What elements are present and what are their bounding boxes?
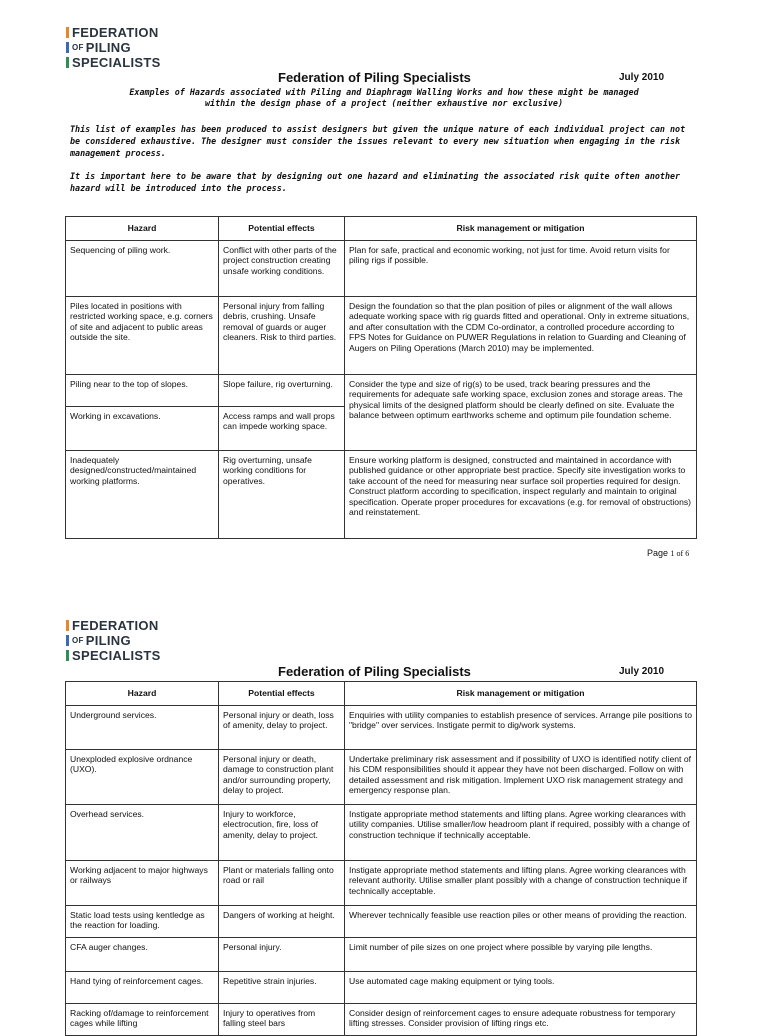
logo-bar-green	[66, 650, 69, 661]
effects-cell: Injury to operatives from falling steel bars	[219, 1003, 345, 1035]
column-header-mitigation: Risk management or mitigation	[345, 217, 697, 241]
document-date: July 2010	[619, 666, 665, 677]
hazard-cell: Overhead services.	[66, 804, 219, 860]
effects-cell: Personal injury.	[219, 937, 345, 971]
column-header-hazard: Hazard	[66, 217, 219, 241]
logo-line-federation: FEDERATION	[72, 618, 159, 633]
effects-cell: Personal injury or death, damage to construction plant and/or surrounding property, delay to project.	[219, 749, 345, 804]
column-header-hazard: Hazard	[66, 682, 219, 706]
effects-cell: Personal injury or death, loss of amenity, delay to project.	[219, 705, 345, 749]
table-row	[66, 905, 697, 937]
warning-paragraph: It is important here to be aware that by designing out one hazard and eliminating the associated risk quite often another hazard will be introduced into the process.	[70, 171, 681, 193]
logo-bar-blue	[66, 42, 69, 53]
mitigation-cell: Consider the type and size of rig(s) to be used, track bearing pressures and the requirements for adequate safe working space, exclusion zones and storage areas. The physical limits of the designed platform should be clearly defined on site. Evaluate the balance between optimum earthworks scheme and optimum pile foundation scheme.	[345, 374, 697, 450]
page-number-value: 1 of 6	[670, 549, 690, 558]
document-subtitle	[70, 87, 698, 109]
hazard-cell: Hand tying of reinforcement cages.	[66, 971, 219, 1003]
hazard-cell: Piles located in positions with restricted working space, e.g. corners of site and adjacent to public areas outside the site.	[66, 296, 219, 374]
page-title: Federation of Piling Specialists	[278, 70, 471, 85]
mitigation-cell: Design the foundation so that the plan position of piles or alignment of the wall allows adequate working space with rig guards fitted and operational. Only in extreme situations, and after consultation with the CDM Co-ordinator, a controlled procedure according to FPS Notes for Guidance on PUWER Regulations in relation to Guarding and Cleaning of Augers on Piling Operations (March 2010) may be implemented.	[345, 296, 697, 374]
logo-bar-green	[66, 57, 69, 68]
logo-bar-blue	[66, 635, 69, 646]
effects-cell: Rig overturning, unsafe working conditions for operatives.	[219, 450, 345, 538]
logo-bar-orange	[66, 620, 69, 631]
logo-line-of: OF	[72, 636, 84, 645]
table-header-row	[66, 217, 697, 241]
column-header-effects: Potential effects	[219, 217, 345, 241]
subtitle-line-2: within the design phase of a project (neither exhaustive nor exclusive)	[205, 98, 563, 108]
hazard-cell: Underground services.	[66, 705, 219, 749]
mitigation-cell: Instigate appropriate method statements and lifting plans. Agree working clearances with utility companies. Utilise smaller/low headroom plant if required, possibly with a change of construction technique if technically acceptable.	[345, 804, 697, 860]
mitigation-cell: Ensure working platform is designed, constructed and maintained in accordance with published guidance or other appropriate best practice. Specify site investigation works to take account of the need for measuring near surface soil properties required for design. Construct platform according to specification, inspect regularly and maintain to original specification. Operate proper procedures for excavations (e.g. for removal of obstructions) and reinstatement.	[345, 450, 697, 538]
effects-cell: Access ramps and wall props can impede working space.	[219, 406, 345, 450]
table-row	[66, 374, 697, 406]
hazards-table-page2	[65, 681, 697, 1036]
table-row	[66, 971, 697, 1003]
logo-line-of: OF	[72, 43, 84, 52]
column-header-effects: Potential effects	[219, 682, 345, 706]
effects-cell: Dangers of working at height.	[219, 905, 345, 937]
mitigation-cell: Undertake preliminary risk assessment and if possibility of UXO is identified notify client of his CDM responsibilities should it appear they have not been discharged. Follow on with detailed assessment and risk mitigation. Implement UXO risk management strategy and emergency response plan.	[345, 749, 697, 804]
subtitle-line-1: Examples of Hazards associated with Piling and Diaphragm Walling Works and how these might be managed	[129, 87, 639, 97]
mitigation-cell: Plan for safe, practical and economic working, not just for time. Avoid return visits for piling rigs if possible.	[345, 240, 697, 296]
fps-logo	[66, 25, 186, 70]
document-date: July 2010	[619, 72, 665, 83]
effects-cell: Personal injury from falling debris, crushing. Unsafe removal of guards or auger cleaners. Risk to third parties.	[219, 296, 345, 374]
table-row	[66, 1003, 697, 1035]
page-title: Federation of Piling Specialists	[278, 664, 471, 679]
logo-line-piling: PILING	[85, 40, 131, 55]
table-row	[66, 296, 697, 374]
hazard-cell: Piling near to the top of slopes.	[66, 374, 219, 406]
page-label: Page	[647, 548, 669, 558]
table-row	[66, 937, 697, 971]
hazard-cell: Unexploded explosive ordnance (UXO).	[66, 749, 219, 804]
mitigation-cell: Limit number of pile sizes on one project where possible by varying pile lengths.	[345, 937, 697, 971]
effects-cell: Repetitive strain injuries.	[219, 971, 345, 1003]
mitigation-cell: Use automated cage making equipment or tying tools.	[345, 971, 697, 1003]
logo-line-specialists: SPECIALISTS	[72, 55, 161, 70]
logo-line-federation: FEDERATION	[72, 25, 159, 40]
table-row	[66, 749, 697, 804]
hazard-cell: Working adjacent to major highways or railways	[66, 860, 219, 905]
column-header-mitigation: Risk management or mitigation	[345, 682, 697, 706]
table-row	[66, 240, 697, 296]
intro-paragraph: This list of examples has been produced to assist designers but given the unique nature of each individual project can not be considered exhaustive. The designer must consider the issues relevant to every new situation when engaging in the risk management process.	[70, 124, 686, 158]
effects-cell: Slope failure, rig overturning.	[219, 374, 345, 406]
mitigation-cell: Instigate appropriate method statements and lifting plans. Agree working clearances with relevant authority. Utilise smaller plant possibly with a change of construction technique if technically acceptable.	[345, 860, 697, 905]
logo-line-piling: PILING	[85, 633, 131, 648]
hazard-cell: Static load tests using kentledge as the reaction for loading.	[66, 905, 219, 937]
table-row	[66, 860, 697, 905]
hazard-cell: Inadequately designed/constructed/maintained working platforms.	[66, 450, 219, 538]
effects-cell: Conflict with other parts of the project construction creating unsafe working conditions.	[219, 240, 345, 296]
mitigation-cell: Consider design of reinforcement cages to ensure adequate robustness for temporary lifting stresses. Consider provision of lifting rings etc.	[345, 1003, 697, 1035]
fps-logo	[66, 618, 186, 663]
hazard-cell: CFA auger changes.	[66, 937, 219, 971]
effects-cell: Plant or materials falling onto road or rail	[219, 860, 345, 905]
effects-cell: Injury to workforce, electrocution, fire, loss of amenity, delay to project.	[219, 804, 345, 860]
page-number	[647, 548, 689, 558]
table-row	[66, 450, 697, 538]
hazard-cell: Racking of/damage to reinforcement cages while lifting	[66, 1003, 219, 1035]
table-row	[66, 705, 697, 749]
table-row	[66, 804, 697, 860]
logo-line-specialists: SPECIALISTS	[72, 648, 161, 663]
hazard-cell: Working in excavations.	[66, 406, 219, 450]
mitigation-cell: Wherever technically feasible use reaction piles or other means of providing the reaction.	[345, 905, 697, 937]
table-header-row	[66, 682, 697, 706]
mitigation-cell: Enquiries with utility companies to establish presence of services. Arrange pile positions to "bridge" over services. Instigate permit to dig/work systems.	[345, 705, 697, 749]
logo-bar-orange	[66, 27, 69, 38]
hazard-cell: Sequencing of piling work.	[66, 240, 219, 296]
hazards-table-page1	[65, 216, 697, 539]
